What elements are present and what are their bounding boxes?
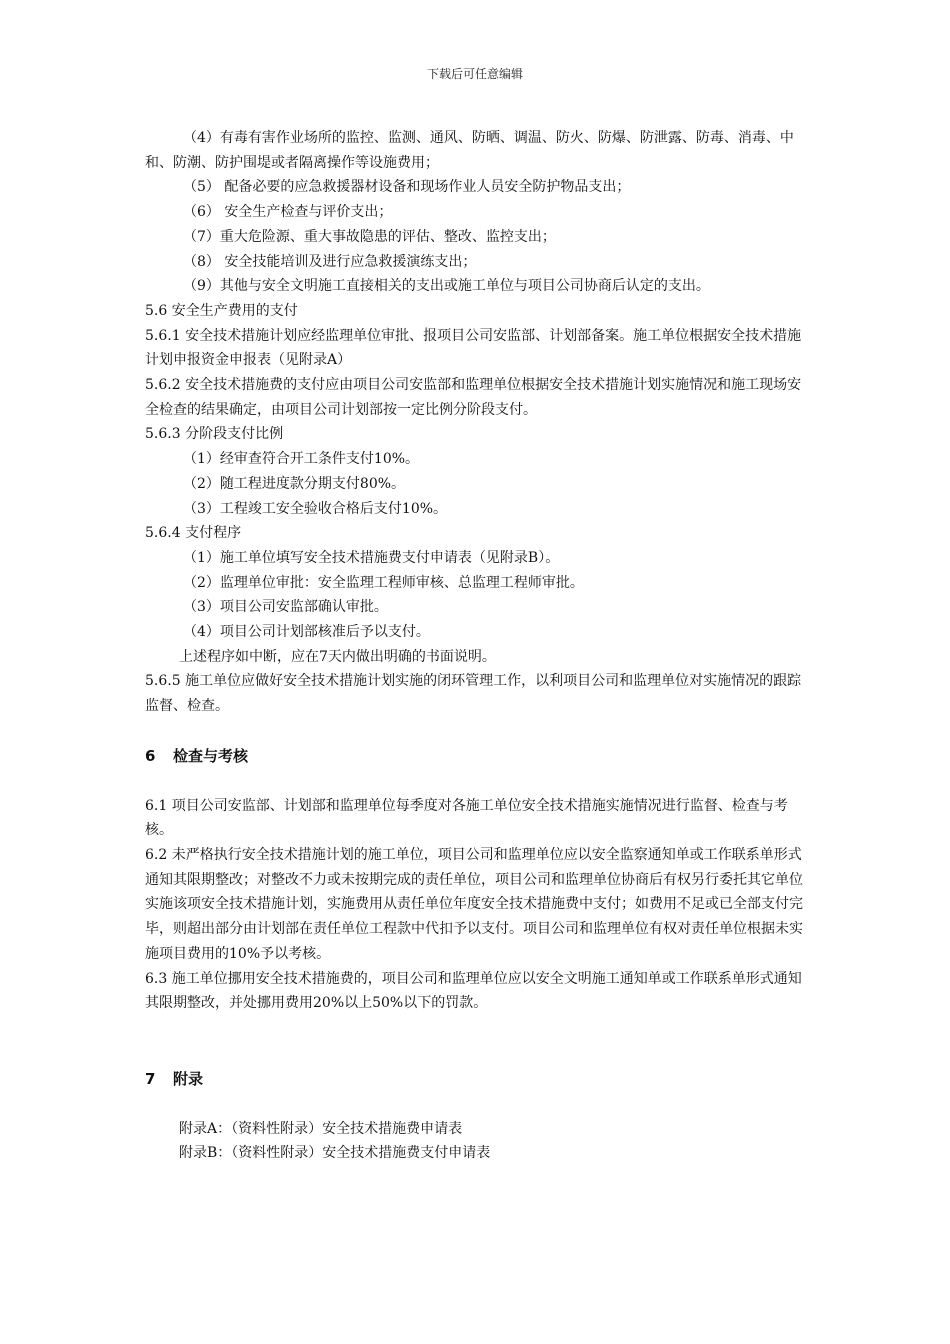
section-title-5-6: 5.6 安全生产费用的支付: [145, 302, 298, 319]
paragraph-5-6-1: 5.6.1 安全技术措施计划应经监理单位审批、报项目公司安监部、计划部备案。施工单位根据安全技术措施计划申报资金申报表（见附录A）: [145, 327, 802, 369]
list-item: （6） 安全生产检查与评价支出；: [183, 204, 393, 221]
paragraph-5-6-5: 5.6.5 施工单位应做好安全技术措施计划实施的闭环管理工作，以利项目公司和监理单位对实施情况的跟踪监督、检查。: [145, 673, 802, 715]
list-item: （7）重大危险源、重大事故隐患的评估、整改、监控支出；: [183, 228, 556, 245]
page-header: 下载后可任意编辑: [426, 67, 523, 81]
section-number: 6: [145, 746, 156, 765]
paragraph-6-1: 6.1 项目公司安监部、计划部和监理单位每季度对各施工单位安全技术措施实施情况进行监督、检查与考核。: [145, 797, 788, 839]
list-item: （8） 安全技能培训及进行应急救援演练支出；: [183, 253, 477, 270]
paragraph-5-6-4: 5.6.4 支付程序: [145, 525, 242, 542]
paragraph-6-2: 6.2 未严格执行安全技术措施计划的施工单位，项目公司和监理单位应以安全监察通知单或工作联系单形式通知其限期整改；对整改不力或未按期完成的责任单位，项目公司和监理单位协商后有权另行委托其它单位实施该项安全技术措施计划，实施费用从责任单位年度安全技术措施费中支付；如费用不足或已全部支付完毕，则超出部分由计划部在责任单位工程款中代扣予以支付。项目公司和监理单位有权对责任单位根据未实施项目费用的10%予以考核。: [145, 846, 803, 962]
list-item: （3）项目公司安监部确认审批。: [183, 599, 388, 616]
list-item: （3）工程竣工安全验收合格后支付10%。: [183, 500, 448, 517]
appendix-b: 附录B：（资料性附录）安全技术措施费支付申请表: [179, 1145, 491, 1162]
paragraph-6-3: 6.3 施工单位挪用安全技术措施费的，项目公司和监理单位应以安全文明施工通知单或工作联系单形式通知其限期整改，并处挪用费用20%以上50%以下的罚款。: [145, 970, 802, 1012]
appendix-a: 附录A：（资料性附录）安全技术措施费申请表: [179, 1120, 463, 1137]
paragraph-5-6-2: 5.6.2 安全技术措施费的支付应由项目公司安监部和监理单位根据安全技术措施计划实施情况和施工现场安全检查的结果确定，由项目公司计划部按一定比例分阶段支付。: [145, 377, 802, 418]
section-number: 7: [145, 1069, 156, 1088]
list-item: （1）经审查符合开工条件支付10%。: [183, 451, 420, 468]
paragraph-5-6-3: 5.6.3 分阶段支付比例: [145, 426, 284, 443]
list-item: （2）监理单位审批：安全监理工程师审核、总监理工程师审批。: [183, 574, 584, 591]
section-title: 附录: [173, 1069, 204, 1088]
list-item: （2）随工程进度款分期支付80%。: [183, 475, 406, 492]
section-title: 检查与考核: [173, 746, 249, 765]
list-item: （1）施工单位填写安全技术措施费支付申请表（见附录B）。: [183, 549, 560, 566]
section-heading-7: [145, 1067, 810, 1092]
document-body: [145, 126, 810, 1166]
section-heading-6: [145, 744, 810, 769]
list-item: （4）有毒有害作业场所的监控、监测、通风、防晒、调温、防火、防爆、防泄露、防毒、消毒、中和、防潮、防护围堤或者隔离操作等设施费用；: [145, 130, 794, 171]
list-item: （5） 配备必要的应急救援器材设备和现场作业人员安全防护物品支出；: [183, 179, 631, 196]
list-item: （9）其他与安全文明施工直接相关的支出或施工单位与项目公司协商后认定的支出。: [183, 278, 710, 295]
procedure-note: 上述程序如中断，应在7天内做出明确的书面说明。: [179, 648, 496, 665]
list-item: （4）项目公司计划部核准后予以支付。: [183, 624, 430, 641]
